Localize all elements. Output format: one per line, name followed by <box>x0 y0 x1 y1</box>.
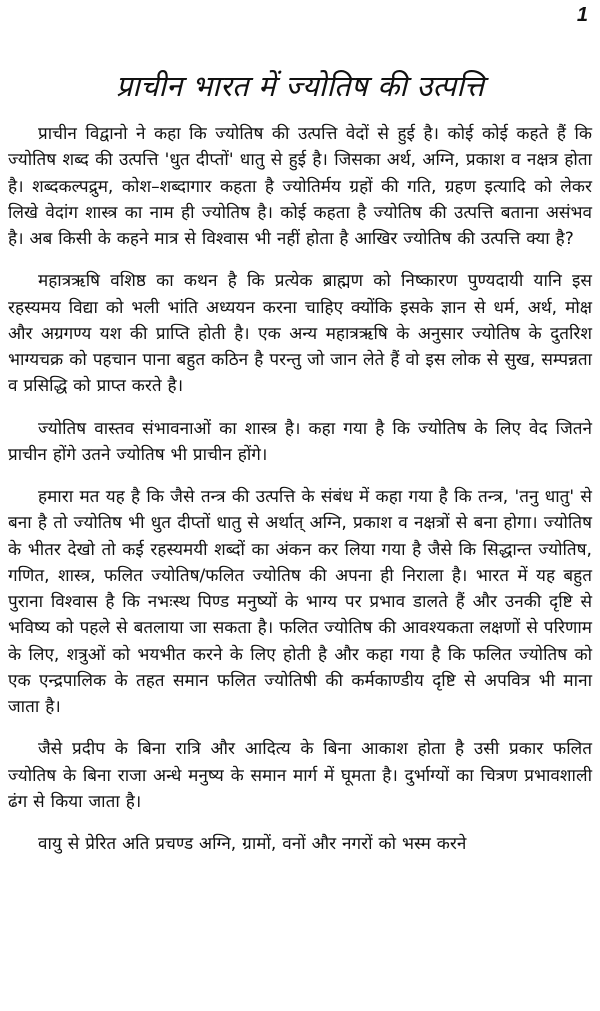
paragraph-1: प्राचीन विद्वानो ने कहा कि ज्योतिष की उत्पत्ति वेदों से हुई है। कोई कोई कहते हैं कि ज्योतिष शब्द की उत्पत्ति 'धुत दीप्तों' धातु से हुई है। जिसका अर्थ, अग्नि, प्रकाश व नक्षत्र होता है। शब्दकल्पद्रुम, कोश–शब्दागार कहता है ज्योतिर्मय ग्रहों की गति, ग्रहण इत्यादि को लेकर लिखे वेदांग शास्त्र का नाम ही ज्योतिष है। कोई कहता है ज्योतिष की उत्पत्ति बताना असंभव है। अब किसी के कहने मात्र से विश्वास भी नहीं होता है आखिर ज्योतिष की उत्पत्ति क्या है? <box>8 124 592 249</box>
paragraph-6: वायु से प्रेरित अति प्रचण्ड अग्नि, ग्रामों, वनों और नगरों को भस्म करने <box>38 834 467 854</box>
paragraph-5: जैसे प्रदीप के बिना रात्रि और आदित्य के बिना आकाश होता है उसी प्रकार फलित ज्योतिष के बिना राजा अन्धे मनुष्य के समान मार्ग में घूमता है। दुर्भाग्यों का चित्रण प्रभावशाली ढंग से किया जाता है। <box>8 739 592 812</box>
chapter-title: प्राचीन भारत में ज्योतिष की उत्पत्ति <box>115 69 485 104</box>
paragraph-3: ज्योतिष वास्तव संभावनाओं का शास्त्र है। कहा गया है कि ज्योतिष के लिए वेद जितने प्राचीन होंगे उतने ज्योतिष भी प्राचीन होंगे। <box>8 418 592 465</box>
paragraph-4: हमारा मत यह है कि जैसे तन्त्र की उत्पत्ति के संबंध में कहा गया है कि तन्त्र, 'तनु धातु' से बना है तो ज्योतिष भी धुत दीप्तों धातु से अर्थात् अग्नि, प्रकाश व नक्षत्रों से बना होगा। ज्योतिष के भीतर देखो तो कई रहस्यमयी शब्दों का अंकन कर लिया गया है जैसे कि सिद्धान्त ज्योतिष, गणित, शास्त्र, फलित ज्योतिष/फलित ज्योतिष की अपना ही निराला है। भारत में यह बहुत पुराना विश्वास है कि नभःस्थ पिण्ड मनुष्यों के भाग्य पर प्रभाव डालते हैं और उनकी दृष्टि से भविष्य को पहले से बतलाया जा सकता है। फलित ज्योतिष की आवश्यकता लक्षणों से परिणाम के लिए, शत्रुओं को भयभीत करने के लिए होती है और कहा गया है कि फलित ज्योतिष को एक एन्द्रपालिक के तहत समान फलित ज्योतिषी की कर्मकाण्डीय दृष्टि से अपवित्र भी माना जाता है। <box>8 487 592 717</box>
page-body <box>8 121 592 857</box>
paragraph-2: महात्रऋषि वशिष्ठ का कथन है कि प्रत्येक ब्राह्मण को निष्कारण पुण्यदायी यानि इस रहस्यमय विद्या को भली भांति अध्ययन करना चाहिए क्योंकि इसके ज्ञान से धर्म, अर्थ, मोक्ष और अग्रगण्य यश की प्राप्ति होती है। एक अन्य महात्रऋषि के अनुसार ज्योतिष के दुतरिश भाग्यचक्र को पहचान पाना बहुत कठिन है परन्तु जो जान लेते हैं वो इस लोक से सुख, सम्पन्नता व प्रसिद्धि को प्राप्त करते है। <box>8 271 592 397</box>
page-number: 1 <box>576 4 588 26</box>
